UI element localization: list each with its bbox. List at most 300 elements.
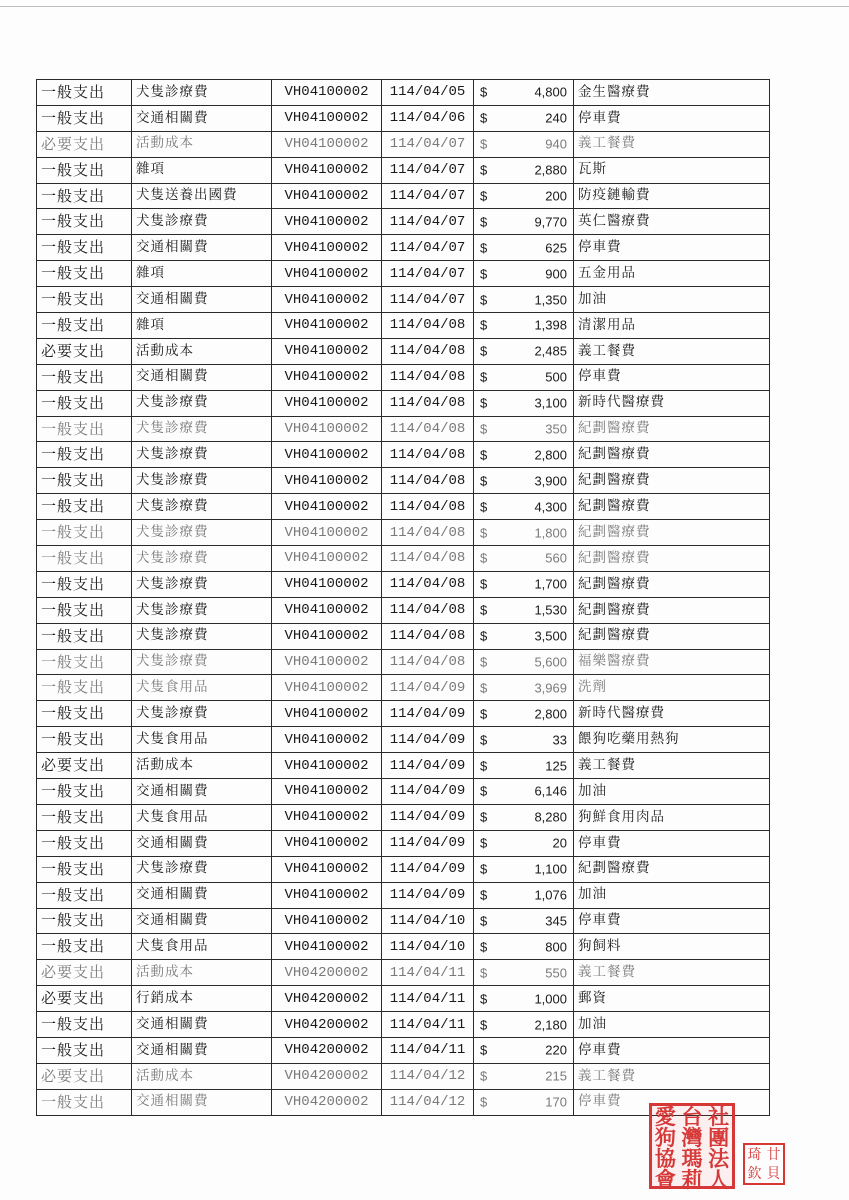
expense-ledger-table: [36, 79, 770, 1116]
amount-value: 240: [545, 110, 567, 126]
currency-symbol: $: [480, 887, 488, 903]
currency-symbol: $: [480, 525, 488, 541]
note-cell: 停車費: [574, 1037, 770, 1063]
note-cell: 紀劃醫療費: [574, 416, 770, 442]
category-cell: 一般支出: [37, 157, 132, 183]
amount-cell: [474, 390, 574, 416]
note-cell: 義工餐費: [574, 753, 770, 779]
subcategory-cell: 犬隻診療費: [132, 520, 272, 546]
voucher-cell: VH04100002: [272, 804, 382, 830]
amount-value: 2,485: [534, 343, 567, 359]
amount-value: 33: [552, 732, 567, 748]
subcategory-cell: 犬隻食用品: [132, 804, 272, 830]
seal-char: 欽: [747, 1165, 762, 1182]
table-row: [37, 209, 770, 235]
note-cell: 紀劃醫療費: [574, 623, 770, 649]
note-cell: 洗劑: [574, 675, 770, 701]
amount-cell: [474, 1089, 574, 1115]
organization-seal: [649, 1103, 735, 1192]
currency-symbol: $: [480, 369, 488, 385]
amount-value: 220: [545, 1042, 567, 1058]
subcategory-cell: 犬隻診療費: [132, 468, 272, 494]
table-row: [37, 856, 770, 882]
amount-cell: [474, 261, 574, 287]
subcategory-cell: 活動成本: [132, 131, 272, 157]
amount-cell: [474, 1012, 574, 1038]
note-cell: 瓦斯: [574, 157, 770, 183]
table-row: [37, 882, 770, 908]
category-cell: 一般支出: [37, 882, 132, 908]
table-row: [37, 494, 770, 520]
amount-cell: [474, 597, 574, 623]
subcategory-cell: 犬隻食用品: [132, 934, 272, 960]
voucher-cell: VH04100002: [272, 571, 382, 597]
subcategory-cell: 交通相關費: [132, 1089, 272, 1115]
currency-symbol: $: [480, 628, 488, 644]
date-cell: 114/04/07: [382, 287, 474, 313]
voucher-cell: VH04200002: [272, 1089, 382, 1115]
note-cell: 防疫鏈輸費: [574, 183, 770, 209]
amount-value: 200: [545, 188, 567, 204]
amount-value: 1,700: [534, 576, 567, 592]
currency-symbol: $: [480, 421, 488, 437]
category-cell: 一般支出: [37, 494, 132, 520]
category-cell: 一般支出: [37, 416, 132, 442]
date-cell: 114/04/08: [382, 520, 474, 546]
table-row: [37, 753, 770, 779]
currency-symbol: $: [480, 162, 488, 178]
currency-symbol: $: [480, 317, 488, 333]
seal-char: 團: [708, 1125, 730, 1150]
amount-cell: [474, 209, 574, 235]
voucher-cell: VH04100002: [272, 157, 382, 183]
amount-value: 4,300: [534, 499, 567, 515]
amount-value: 345: [545, 913, 567, 929]
date-cell: 114/04/08: [382, 597, 474, 623]
amount-cell: [474, 986, 574, 1012]
category-cell: 一般支出: [37, 261, 132, 287]
subcategory-cell: 活動成本: [132, 338, 272, 364]
amount-cell: [474, 701, 574, 727]
date-cell: 114/04/09: [382, 701, 474, 727]
amount-cell: [474, 753, 574, 779]
note-cell: 餵狗吃藥用熱狗: [574, 727, 770, 753]
category-cell: 一般支出: [37, 235, 132, 261]
table-row: [37, 908, 770, 934]
subcategory-cell: 行銷成本: [132, 986, 272, 1012]
currency-symbol: $: [480, 835, 488, 851]
note-cell: 紀劃醫療費: [574, 856, 770, 882]
currency-symbol: $: [480, 680, 488, 696]
date-cell: 114/04/07: [382, 183, 474, 209]
date-cell: 114/04/07: [382, 157, 474, 183]
voucher-cell: VH04100002: [272, 623, 382, 649]
category-cell: 一般支出: [37, 830, 132, 856]
date-cell: 114/04/12: [382, 1063, 474, 1089]
subcategory-cell: 交通相關費: [132, 105, 272, 131]
table-row: [37, 131, 770, 157]
amount-cell: [474, 80, 574, 106]
seal-char: 莉: [681, 1167, 703, 1192]
subcategory-cell: 交通相關費: [132, 1037, 272, 1063]
currency-symbol: $: [480, 576, 488, 592]
voucher-cell: VH04100002: [272, 313, 382, 339]
date-cell: 114/04/11: [382, 1037, 474, 1063]
note-cell: 英仁醫療費: [574, 209, 770, 235]
voucher-cell: VH04100002: [272, 649, 382, 675]
seal-char: 台: [681, 1104, 703, 1129]
subcategory-cell: 交通相關費: [132, 830, 272, 856]
date-cell: 114/04/09: [382, 675, 474, 701]
subcategory-cell: 交通相關費: [132, 235, 272, 261]
note-cell: 加油: [574, 1012, 770, 1038]
amount-cell: [474, 338, 574, 364]
currency-symbol: $: [480, 732, 488, 748]
amount-cell: [474, 830, 574, 856]
amount-cell: [474, 908, 574, 934]
voucher-cell: VH04100002: [272, 520, 382, 546]
note-cell: 狗飼料: [574, 934, 770, 960]
table-row: [37, 287, 770, 313]
date-cell: 114/04/12: [382, 1089, 474, 1115]
ledger-body: [37, 80, 770, 1116]
note-cell: 新時代醫療費: [574, 701, 770, 727]
table-row: [37, 934, 770, 960]
subcategory-cell: 犬隻診療費: [132, 623, 272, 649]
note-cell: 紀劃醫療費: [574, 571, 770, 597]
table-row: [37, 623, 770, 649]
seal-char: 社: [708, 1104, 730, 1129]
category-cell: 一般支出: [37, 1089, 132, 1115]
note-cell: 紀劃醫療費: [574, 494, 770, 520]
currency-symbol: $: [480, 136, 488, 152]
seal-char: 瑪: [681, 1146, 703, 1171]
voucher-cell: VH04100002: [272, 105, 382, 131]
amount-value: 3,500: [534, 628, 567, 644]
currency-symbol: $: [480, 292, 488, 308]
table-row: [37, 779, 770, 805]
amount-cell: [474, 856, 574, 882]
voucher-cell: VH04100002: [272, 882, 382, 908]
amount-value: 350: [545, 421, 567, 437]
voucher-cell: VH04100002: [272, 390, 382, 416]
category-cell: 一般支出: [37, 727, 132, 753]
voucher-cell: VH04100002: [272, 830, 382, 856]
amount-value: 900: [545, 266, 567, 282]
category-cell: 一般支出: [37, 442, 132, 468]
table-row: [37, 727, 770, 753]
subcategory-cell: 交通相關費: [132, 287, 272, 313]
seal-char: 琦: [747, 1146, 762, 1163]
amount-value: 800: [545, 939, 567, 955]
amount-cell: [474, 468, 574, 494]
subcategory-cell: 犬隻診療費: [132, 649, 272, 675]
amount-cell: [474, 313, 574, 339]
currency-symbol: $: [480, 706, 488, 722]
table-row: [37, 546, 770, 572]
amount-cell: [474, 804, 574, 830]
date-cell: 114/04/09: [382, 727, 474, 753]
subcategory-cell: 犬隻診療費: [132, 856, 272, 882]
note-cell: 義工餐費: [574, 131, 770, 157]
voucher-cell: VH04100002: [272, 338, 382, 364]
table-row: [37, 1063, 770, 1089]
category-cell: 一般支出: [37, 1012, 132, 1038]
currency-symbol: $: [480, 188, 488, 204]
amount-value: 1,530: [534, 602, 567, 618]
voucher-cell: VH04100002: [272, 261, 382, 287]
currency-symbol: $: [480, 861, 488, 877]
voucher-cell: VH04200002: [272, 960, 382, 986]
seal-char: 法: [708, 1146, 730, 1171]
seal-char: 狗: [654, 1125, 676, 1150]
note-cell: 紀劃醫療費: [574, 520, 770, 546]
date-cell: 114/04/08: [382, 416, 474, 442]
date-cell: 114/04/08: [382, 364, 474, 390]
seal-char: 貝: [766, 1165, 781, 1182]
table-row: [37, 571, 770, 597]
subcategory-cell: 犬隻食用品: [132, 727, 272, 753]
currency-symbol: $: [480, 343, 488, 359]
subcategory-cell: 犬隻診療費: [132, 80, 272, 106]
currency-symbol: $: [480, 395, 488, 411]
table-row: [37, 675, 770, 701]
category-cell: 必要支出: [37, 131, 132, 157]
voucher-cell: VH04100002: [272, 856, 382, 882]
amount-value: 20: [552, 835, 567, 851]
currency-symbol: $: [480, 214, 488, 230]
date-cell: 114/04/08: [382, 649, 474, 675]
amount-value: 500: [545, 369, 567, 385]
note-cell: 加油: [574, 287, 770, 313]
date-cell: 114/04/10: [382, 934, 474, 960]
voucher-cell: VH04100002: [272, 80, 382, 106]
note-cell: 紀劃醫療費: [574, 546, 770, 572]
table-row: [37, 1037, 770, 1063]
currency-symbol: $: [480, 939, 488, 955]
subcategory-cell: 犬隻診療費: [132, 597, 272, 623]
amount-value: 170: [545, 1094, 567, 1110]
date-cell: 114/04/11: [382, 1012, 474, 1038]
currency-symbol: $: [480, 240, 488, 256]
category-cell: 一般支出: [37, 313, 132, 339]
note-cell: 停車費: [574, 105, 770, 131]
currency-symbol: $: [480, 473, 488, 489]
subcategory-cell: 犬隻診療費: [132, 571, 272, 597]
category-cell: 一般支出: [37, 701, 132, 727]
amount-value: 1,350: [534, 292, 567, 308]
voucher-cell: VH04100002: [272, 908, 382, 934]
table-row: [37, 468, 770, 494]
voucher-cell: VH04200002: [272, 1037, 382, 1063]
subcategory-cell: 犬隻診療費: [132, 209, 272, 235]
currency-symbol: $: [480, 783, 488, 799]
currency-symbol: $: [480, 1068, 488, 1084]
table-row: [37, 416, 770, 442]
date-cell: 114/04/07: [382, 209, 474, 235]
category-cell: 一般支出: [37, 105, 132, 131]
amount-value: 1,076: [534, 887, 567, 903]
date-cell: 114/04/06: [382, 105, 474, 131]
amount-cell: [474, 494, 574, 520]
date-cell: 114/04/09: [382, 856, 474, 882]
note-cell: 紀劃醫療費: [574, 468, 770, 494]
scan-top-edge: [0, 6, 849, 7]
amount-value: 2,880: [534, 162, 567, 178]
subcategory-cell: 交通相關費: [132, 364, 272, 390]
voucher-cell: VH04100002: [272, 934, 382, 960]
date-cell: 114/04/09: [382, 830, 474, 856]
category-cell: 一般支出: [37, 649, 132, 675]
amount-value: 2,180: [534, 1017, 567, 1032]
amount-value: 2,800: [534, 447, 567, 463]
note-cell: 停車費: [574, 235, 770, 261]
category-cell: 一般支出: [37, 364, 132, 390]
table-row: [37, 390, 770, 416]
amount-value: 1,000: [534, 991, 567, 1007]
amount-cell: [474, 183, 574, 209]
category-cell: 一般支出: [37, 1037, 132, 1063]
date-cell: 114/04/08: [382, 442, 474, 468]
amount-value: 5,600: [534, 654, 567, 670]
note-cell: 金生醫療費: [574, 80, 770, 106]
subcategory-cell: 活動成本: [132, 1063, 272, 1089]
note-cell: 停車費: [574, 364, 770, 390]
subcategory-cell: 交通相關費: [132, 908, 272, 934]
note-cell: 新時代醫療費: [574, 390, 770, 416]
date-cell: 114/04/10: [382, 908, 474, 934]
amount-cell: [474, 623, 574, 649]
subcategory-cell: 交通相關費: [132, 779, 272, 805]
amount-cell: [474, 442, 574, 468]
date-cell: 114/04/09: [382, 804, 474, 830]
table-row: [37, 105, 770, 131]
voucher-cell: VH04100002: [272, 779, 382, 805]
voucher-cell: VH04200002: [272, 986, 382, 1012]
table-row: [37, 80, 770, 106]
amount-cell: [474, 235, 574, 261]
date-cell: 114/04/08: [382, 390, 474, 416]
date-cell: 114/04/09: [382, 753, 474, 779]
date-cell: 114/04/08: [382, 623, 474, 649]
subcategory-cell: 犬隻診療費: [132, 442, 272, 468]
amount-value: 560: [545, 550, 567, 566]
date-cell: 114/04/08: [382, 571, 474, 597]
subcategory-cell: 雜項: [132, 157, 272, 183]
subcategory-cell: 犬隻診療費: [132, 390, 272, 416]
currency-symbol: $: [480, 602, 488, 618]
amount-cell: [474, 157, 574, 183]
voucher-cell: VH04200002: [272, 1012, 382, 1038]
table-row: [37, 338, 770, 364]
voucher-cell: VH04100002: [272, 442, 382, 468]
currency-symbol: $: [480, 1094, 488, 1110]
table-row: [37, 520, 770, 546]
amount-value: 3,969: [534, 680, 567, 696]
voucher-cell: VH04100002: [272, 364, 382, 390]
voucher-cell: VH04100002: [272, 235, 382, 261]
category-cell: 一般支出: [37, 390, 132, 416]
amount-cell: [474, 105, 574, 131]
category-cell: 一般支出: [37, 675, 132, 701]
voucher-cell: VH04100002: [272, 701, 382, 727]
category-cell: 一般支出: [37, 183, 132, 209]
table-row: [37, 649, 770, 675]
subcategory-cell: 雜項: [132, 313, 272, 339]
amount-value: 9,770: [534, 214, 567, 230]
category-cell: 一般支出: [37, 546, 132, 572]
category-cell: 一般支出: [37, 468, 132, 494]
date-cell: 114/04/07: [382, 235, 474, 261]
category-cell: 一般支出: [37, 908, 132, 934]
amount-cell: [474, 546, 574, 572]
amount-cell: [474, 287, 574, 313]
subcategory-cell: 犬隻診療費: [132, 416, 272, 442]
amount-cell: [474, 960, 574, 986]
amount-cell: [474, 571, 574, 597]
currency-symbol: $: [480, 447, 488, 463]
note-cell: 加油: [574, 779, 770, 805]
note-cell: 紀劃醫療費: [574, 597, 770, 623]
amount-value: 3,900: [534, 473, 567, 489]
note-cell: 義工餐費: [574, 1063, 770, 1089]
date-cell: 114/04/08: [382, 313, 474, 339]
subcategory-cell: 犬隻食用品: [132, 675, 272, 701]
table-row: [37, 701, 770, 727]
table-row: [37, 597, 770, 623]
category-cell: 一般支出: [37, 571, 132, 597]
date-cell: 114/04/11: [382, 986, 474, 1012]
currency-symbol: $: [480, 1017, 488, 1032]
date-cell: 114/04/07: [382, 131, 474, 157]
amount-value: 8,280: [534, 809, 567, 825]
voucher-cell: VH04100002: [272, 209, 382, 235]
category-cell: 必要支出: [37, 960, 132, 986]
amount-cell: [474, 364, 574, 390]
currency-symbol: $: [480, 1042, 488, 1058]
amount-cell: [474, 416, 574, 442]
table-row: [37, 235, 770, 261]
seal-char: 會: [654, 1167, 676, 1192]
note-cell: 紀劃醫療費: [574, 442, 770, 468]
voucher-cell: VH04100002: [272, 287, 382, 313]
category-cell: 一般支出: [37, 520, 132, 546]
amount-value: 1,398: [534, 317, 567, 333]
amount-value: 1,100: [534, 861, 567, 877]
voucher-cell: VH04100002: [272, 753, 382, 779]
amount-cell: [474, 1037, 574, 1063]
category-cell: 必要支出: [37, 986, 132, 1012]
voucher-cell: VH04200002: [272, 1063, 382, 1089]
currency-symbol: $: [480, 809, 488, 825]
table-row: [37, 986, 770, 1012]
amount-value: 3,100: [534, 395, 567, 411]
category-cell: 一般支出: [37, 804, 132, 830]
currency-symbol: $: [480, 266, 488, 282]
category-cell: 一般支出: [37, 856, 132, 882]
voucher-cell: VH04100002: [272, 416, 382, 442]
date-cell: 114/04/08: [382, 468, 474, 494]
note-cell: 加油: [574, 882, 770, 908]
amount-value: 550: [545, 965, 567, 981]
table-row: [37, 830, 770, 856]
amount-cell: [474, 727, 574, 753]
note-cell: 義工餐費: [574, 960, 770, 986]
date-cell: 114/04/05: [382, 80, 474, 106]
table-row: [37, 442, 770, 468]
currency-symbol: $: [480, 654, 488, 670]
amount-cell: [474, 1063, 574, 1089]
